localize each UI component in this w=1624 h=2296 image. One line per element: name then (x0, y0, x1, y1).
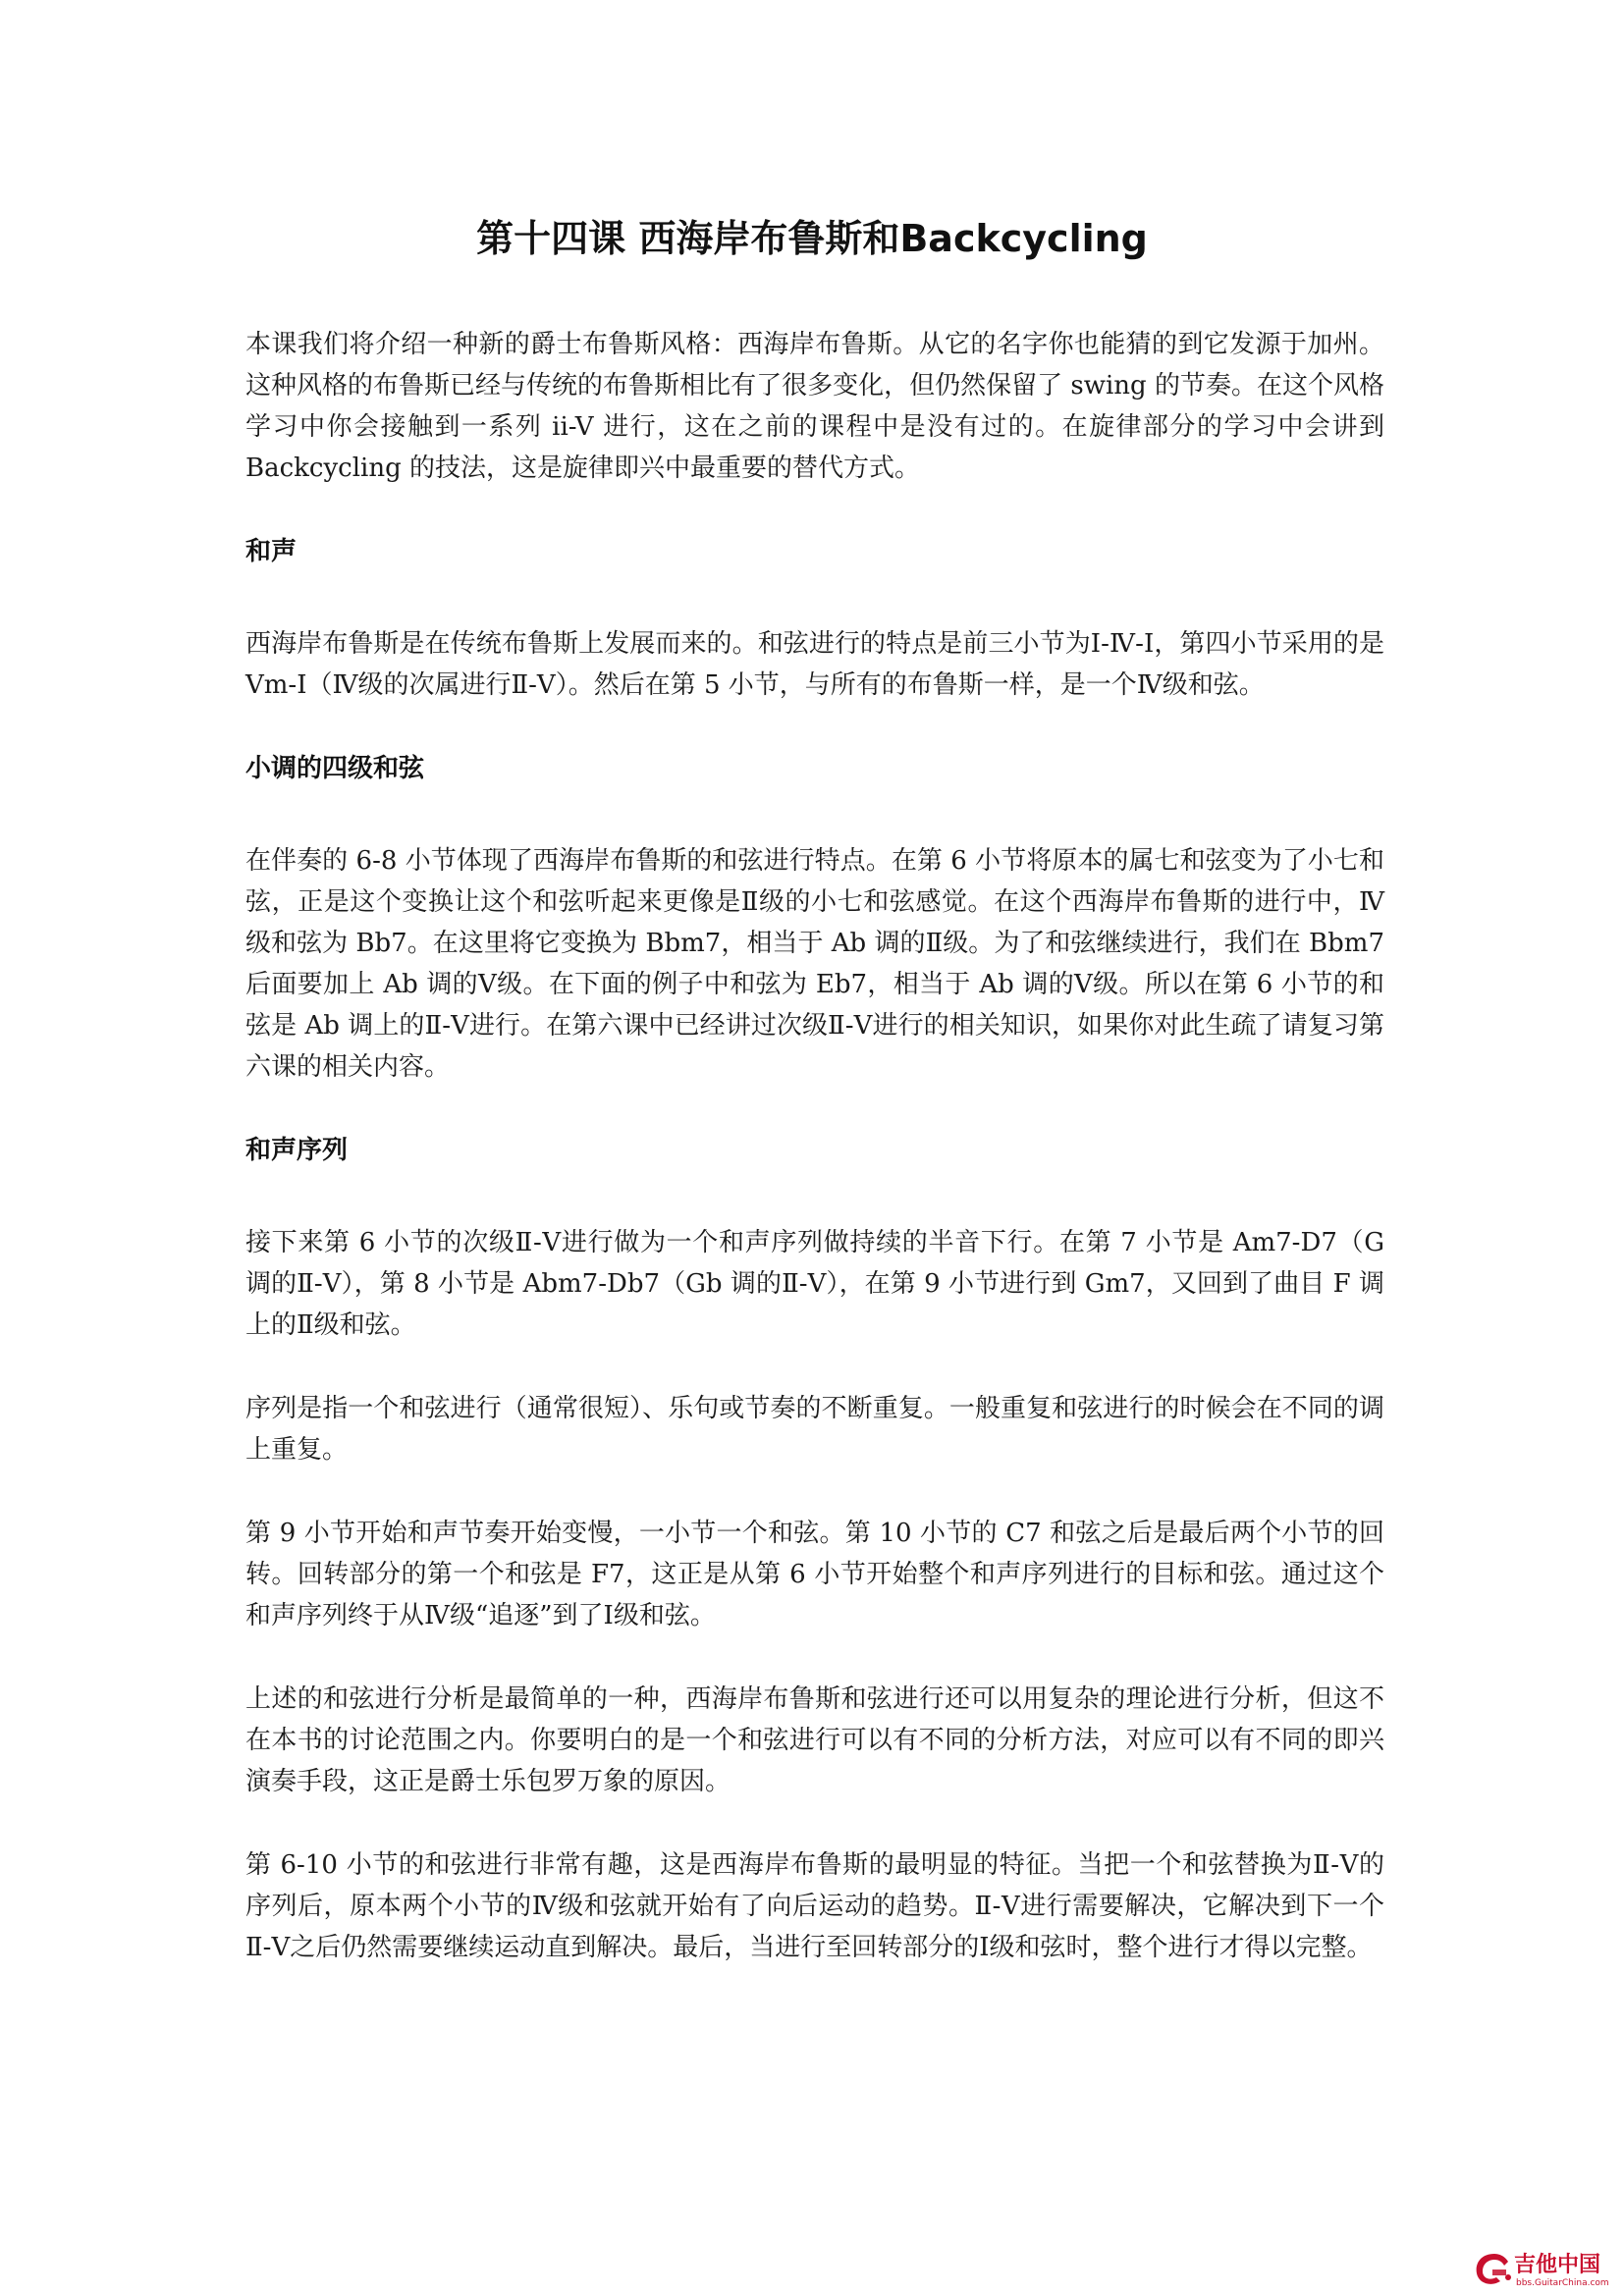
page-title: 第十四课 西海岸布鲁斯和Backcycling (476, 217, 1148, 260)
watermark-text: 吉他中国 (1514, 2253, 1601, 2277)
paragraph-sequence-3: 第 9 小节开始和声节奏开始变慢，一小节一个和弦。第 10 小节的 C7 和弦之后是最后两个小节的回转。回转部分的第一个和弦是 F7，这正是从第 6 小节开始整个和声序列进行的目标和弦。通过这个和声序列终于从Ⅳ级“追逐”到了Ⅰ级和弦。 (245, 1519, 1384, 1630)
paragraph-harmony: 西海岸布鲁斯是在传统布鲁斯上发展而来的。和弦进行的特点是前三小节为Ⅰ-Ⅳ-Ⅰ，第四小节采用的是 Vm-I（Ⅳ级的次属进行Ⅱ-Ⅴ）。然后在第 5 小节，与所有的布鲁斯一样，是一个Ⅳ级和弦。 (245, 629, 1384, 700)
paragraph-sequence-5: 第 6-10 小节的和弦进行非常有趣，这是西海岸布鲁斯的最明显的特征。当把一个和弦替换为Ⅱ-Ⅴ的序列后，原本两个小节的Ⅳ级和弦就开始有了向后运动的趋势。Ⅱ-Ⅴ进行需要解决，它解决到下一个Ⅱ-Ⅴ之后仍然需要继续运动直到解决。最后，当进行至回转部分的Ⅰ级和弦时，整个进行才得以完整。 (245, 1850, 1384, 1962)
paragraph-intro: 本课我们将介绍一种新的爵士布鲁斯风格：西海岸布鲁斯。从它的名字你也能猜的到它发源于加州。这种风格的布鲁斯已经与传统的布鲁斯相比有了很多变化，但仍然保留了 swing 的节奏。在这个风格学习中你会接触到一系列 ii-V 进行，这在之前的课程中是没有过的。在旋律部分的学习中会讲到 Backcycling 的技法，这是旋律即兴中最重要的替代方式。 (245, 330, 1384, 483)
paragraph-sequence-1: 接下来第 6 小节的次级Ⅱ-Ⅴ进行做为一个和声序列做持续的半音下行。在第 7 小节是 Am7-D7（G 调的Ⅱ-Ⅴ），第 8 小节是 Abm7-Db7（Gb 调的Ⅱ-Ⅴ），在第 9 小节进行到 Gm7，又回到了曲目 F 调上的Ⅱ级和弦。 (245, 1228, 1384, 1340)
document-body (245, 324, 1384, 2010)
watermark (1473, 2248, 1620, 2291)
heading-harmony: 和声 (245, 537, 298, 566)
guitar-china-logo-icon (1473, 2248, 1620, 2291)
heading-minor-iv-chord: 小调的四级和弦 (245, 754, 425, 783)
paragraph-sequence-2: 序列是指一个和弦进行（通常很短）、乐句或节奏的不断重复。一般重复和弦进行的时候会在不同的调上重复。 (245, 1394, 1384, 1465)
heading-harmonic-sequence: 和声序列 (245, 1136, 349, 1165)
paragraph-sequence-4: 上述的和弦进行分析是最简单的一种，西海岸布鲁斯和弦进行还可以用复杂的理论进行分析，但这不在本书的讨论范围之内。你要明白的是一个和弦进行可以有不同的分析方法，对应可以有不同的即兴演奏手段，这正是爵士乐包罗万象的原因。 (245, 1684, 1384, 1796)
paragraph-minor-iv-chord: 在伴奏的 6-8 小节体现了西海岸布鲁斯的和弦进行特点。在第 6 小节将原本的属七和弦变为了小七和弦，正是这个变换让这个和弦听起来更像是Ⅱ级的小七和弦感觉。在这个西海岸布鲁斯的进行中，Ⅳ级和弦为 Bb7。在这里将它变换为 Bbm7，相当于 Ab 调的Ⅱ级。为了和弦继续进行，我们在 Bbm7 后面要加上 Ab 调的Ⅴ级。在下面的例子中和弦为 Eb7，相当于 Ab 调的Ⅴ级。所以在第 6 小节的和弦是 Ab 调上的Ⅱ-Ⅴ进行。在第六课中已经讲过次级Ⅱ-Ⅴ进行的相关知识，如果你对此生疏了请复习第六课的相关内容。 (245, 846, 1384, 1082)
watermark-url: bbs.GuitarChina.com (1516, 2278, 1609, 2288)
